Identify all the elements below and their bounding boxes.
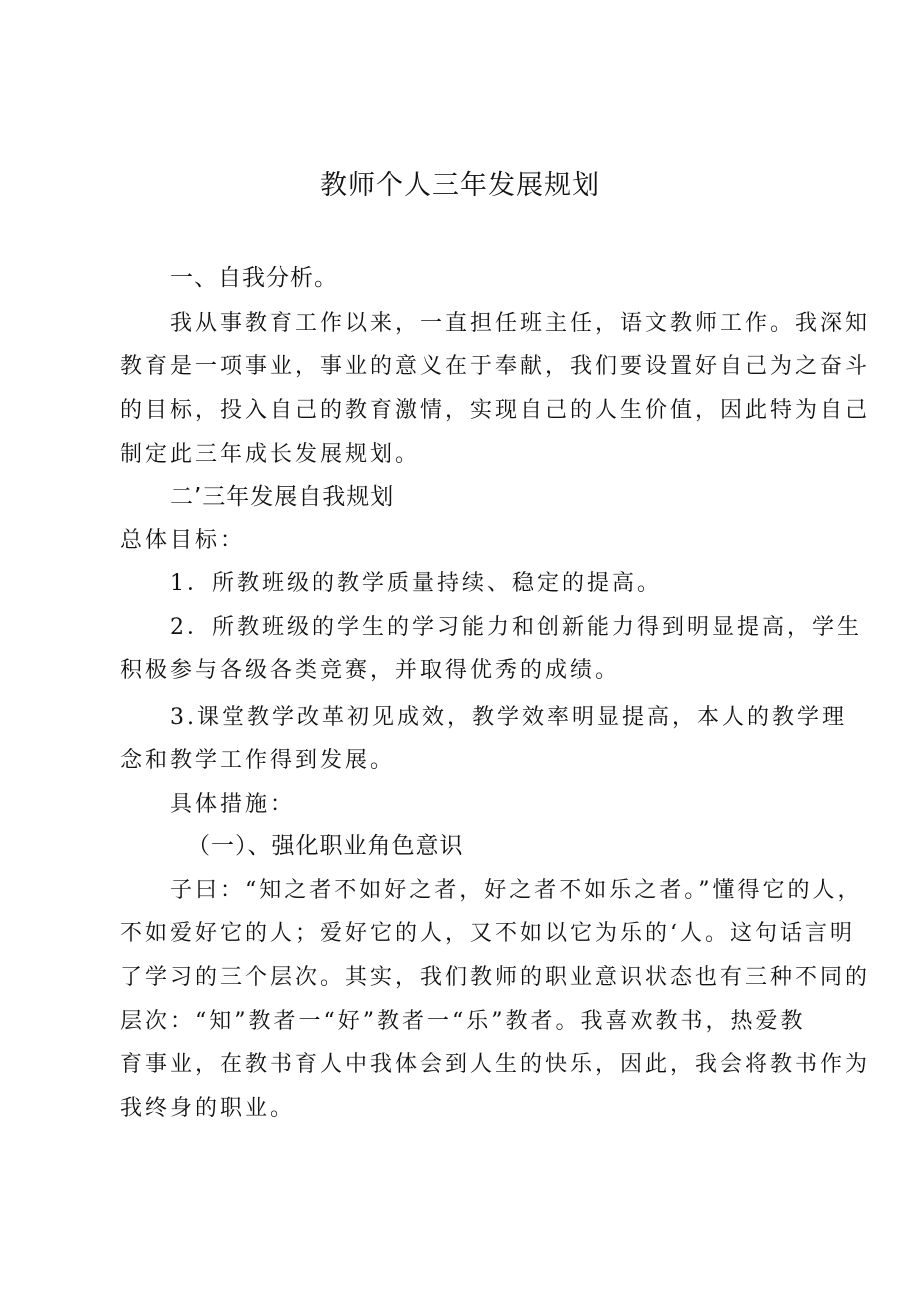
paragraph-line: 教育是一项事业，事业的意义在于奉献，我们要设置好自己为之奋斗	[120, 354, 871, 379]
section-heading-plan: 二’三年发展自我规划	[170, 484, 395, 510]
paragraph-line: 我从事教育工作以来，一直担任班主任，语文教师工作。我深知	[170, 311, 871, 336]
paragraph-line: 育事业，在教书育人中我体会到人生的快乐，因此，我会将教书作为	[120, 1052, 871, 1077]
measure-heading: （一）、强化职业角色意识	[187, 833, 464, 859]
goal-item: 1．所教班级的教学质量持续、稳定的提高。	[170, 571, 662, 596]
paragraph-line: 制定此三年成长发展规划。	[120, 442, 421, 467]
paragraph-line: 的目标，投入自己的教育激情，实现自己的人生价值，因此特为自己	[120, 398, 871, 423]
goal-item-continuation: 积极参与各级各类竞赛，并取得优秀的成绩。	[120, 658, 621, 683]
goal-item-continuation: 念和教学工作得到发展。	[120, 748, 396, 773]
paragraph-line: 我终身的职业。	[120, 1096, 296, 1121]
document-title: 教师个人三年发展规划	[320, 170, 600, 201]
paragraph-line: 子曰：“知之者不如好之者，好之者不如乐之者。”懂得它的人，	[170, 878, 863, 903]
subheading-overall-goals: 总体目标：	[120, 528, 246, 553]
paragraph-line: 了学习的三个层次。其实，我们教师的职业意识状态也有三种不同的	[120, 965, 871, 990]
goal-item: 3.课堂教学改革初见成效，教学效率明显提高，本人的教学理	[170, 705, 847, 730]
goal-item: 2．所教班级的学生的学习能力和创新能力得到明显提高，学生	[170, 615, 862, 640]
paragraph-line: 层次：“知”教者一“好”教者一“乐”教者。我喜欢教书，热爱教	[120, 1009, 806, 1034]
paragraph-line: 不如爱好它的人；爱好它的人，又不如以它为乐的‘人。这句话言明	[120, 921, 855, 946]
section-heading-self-analysis: 一、自我分析。	[170, 265, 338, 291]
subheading-specific-measures: 具体措施：	[170, 792, 296, 817]
